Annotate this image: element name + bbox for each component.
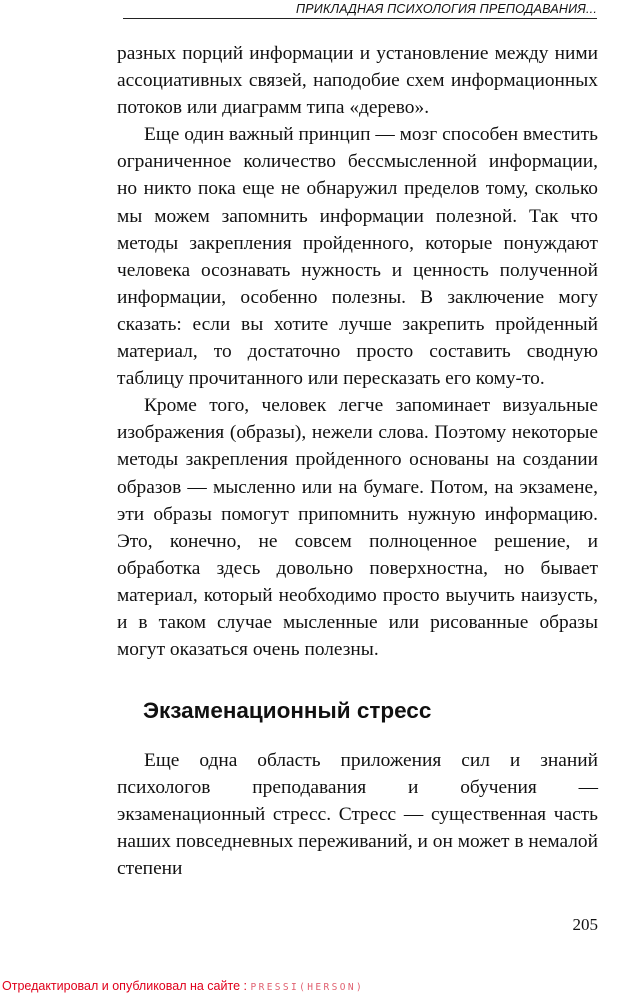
main-text bbox=[117, 40, 598, 663]
page-number: 205 bbox=[572, 915, 598, 934]
publisher-footer bbox=[2, 978, 618, 996]
footer-text: Отредактировал и опубликовал на сайте : bbox=[2, 979, 251, 993]
section-heading: Экзаменационный стресс bbox=[143, 698, 432, 723]
section-text bbox=[117, 747, 598, 882]
paragraph: Еще один важный принцип — мозг способен вместить ограниченное количество бессмысленной информации, но никто пока еще не обнаружил пределов тому, сколько мы можем запомнить информации полезной. Так что методы закрепления пройденного, которые понуждают человека осознавать нужность и ценность полученной информации, особенно полезны. В заключение могу сказать: если вы хотите лучше закрепить пройденный материал, то достаточно просто составить сводную таблицу прочитанного или пересказать его кому-то. bbox=[117, 124, 598, 390]
running-header: ПРИКЛАДНАЯ ПСИХОЛОГИЯ ПРЕПОДАВАНИЯ... bbox=[123, 0, 597, 19]
paragraph-continuation: разных порций информации и установление между ними ассоциативных связей, наподобие схем информационных потоков или диаграмм типа «дерево». bbox=[117, 43, 598, 119]
paragraph: Еще одна область приложения сил и знаний психологов преподавания и обучения — экзаменационный стресс. Стресс — существенная часть наших повседневных переживаний, и он может в немалой степени bbox=[117, 750, 598, 880]
footer-site-name: PRESSI(HERSON) bbox=[250, 982, 365, 993]
paragraph: Кроме того, человек легче запоминает визуальные изображения (образы), нежели слова. Поэтому некоторые методы закрепления пройденного основаны на создании образов — мысленно или на бумаге. Потом, на экзамене, эти образы помогут припомнить нужную информацию. Это, конечно, не совсем полноценное решение, и обработка здесь довольно поверхностна, но бывает материал, который необходимо просто выучить наизусть, и в таком случае мысленные или рисованные образы могут оказаться очень полезны. bbox=[117, 395, 598, 661]
